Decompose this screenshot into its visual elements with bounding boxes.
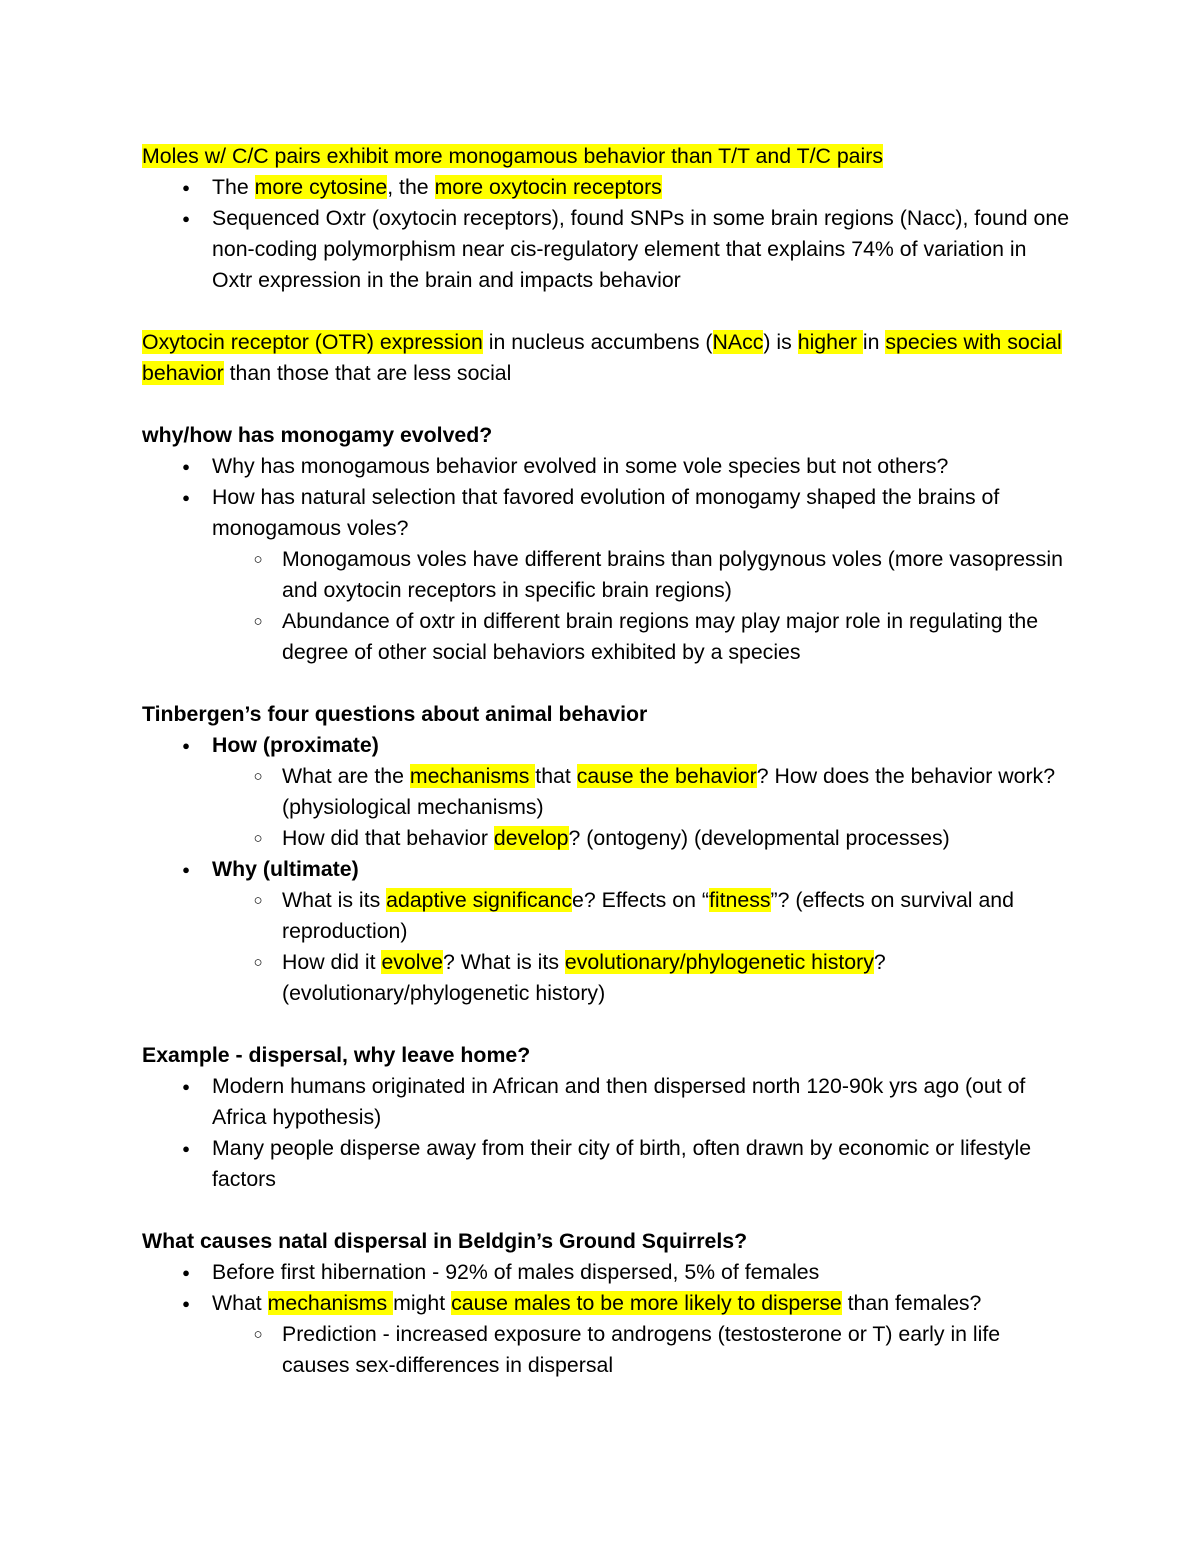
bullet-hollow-circle-icon: ○ (253, 768, 263, 785)
list-item (142, 1257, 1072, 1288)
document-body (142, 141, 1072, 1381)
sub-list-item-text (282, 885, 1072, 947)
bullet-list (142, 730, 1072, 1009)
sub-list-item (212, 606, 1072, 668)
list-item-text (212, 172, 1072, 203)
list-item-text (212, 1257, 1072, 1288)
sub-list-item (212, 885, 1072, 947)
list-item-text (212, 203, 1072, 296)
bullet-filled-circle-icon: ● (182, 180, 190, 195)
text-run: , the (387, 175, 435, 199)
text-run: Abundance of oxtr in different brain regions may play major role in regulating the degree of other social behaviors exhibited by a species (282, 609, 1039, 664)
highlighted-text: cause the behavior (576, 764, 757, 788)
sub-list-item-text (282, 823, 1072, 854)
text-run: Modern humans originated in African and then dispersed north 120-90k yrs ago (out of Africa hypothesis) (212, 1074, 1026, 1129)
bullet-filled-circle-icon: ● (182, 459, 190, 474)
text-run: ? What is its (443, 950, 565, 974)
bullet-filled-circle-icon: ● (182, 1265, 190, 1280)
paragraph (142, 141, 1072, 172)
list-item-text (212, 451, 1072, 482)
bold-text: What causes natal dispersal in Beldgin’s Ground Squirrels? (142, 1229, 748, 1253)
list-item (142, 1071, 1072, 1133)
paragraph-spacer (142, 296, 1072, 327)
sub-bullet-list (212, 544, 1072, 668)
text-run: Before first hibernation - 92% of males dispersed, 5% of females (212, 1260, 820, 1284)
bullet-filled-circle-icon: ● (182, 862, 190, 877)
bold-text: Example - dispersal, why leave home? (142, 1043, 531, 1067)
section-heading (142, 699, 1072, 730)
bullet-filled-circle-icon: ● (182, 1079, 190, 1094)
list-item (142, 1133, 1072, 1195)
text-run: might (393, 1291, 452, 1315)
text-run: ? (ontogeny) (developmental processes) (568, 826, 950, 850)
text-run: Why has monogamous behavior evolved in some vole species but not others? (212, 454, 949, 478)
bullet-hollow-circle-icon: ○ (253, 1326, 263, 1343)
text-run: What (212, 1291, 268, 1315)
text-run: How has natural selection that favored evolution of monogamy shaped the brains of monogamous voles? (212, 485, 1000, 540)
bullet-filled-circle-icon: ● (182, 738, 190, 753)
text-run: How did it (282, 950, 382, 974)
highlighted-text: mechanisms (267, 1291, 394, 1315)
text-run: that (535, 764, 577, 788)
list-item (142, 451, 1072, 482)
text-run: Monogamous voles have different brains than polygynous voles (more vasopressin and oxytocin receptors in specific brain regions) (282, 547, 1063, 602)
text-run: in (862, 330, 886, 354)
highlighted-text: more cytosine (254, 175, 388, 199)
text-run: ? How does the behavior work? (physiological mechanisms) (282, 764, 1056, 819)
bullet-hollow-circle-icon: ○ (253, 551, 263, 568)
sub-list-item-text (282, 606, 1072, 668)
paragraph-spacer (142, 1009, 1072, 1040)
list-item-text (212, 730, 1072, 761)
bold-text: why/how has monogamy evolved? (142, 423, 493, 447)
list-item (142, 1288, 1072, 1381)
highlighted-text: adaptive significanc (386, 888, 573, 912)
paragraph-spacer (142, 389, 1072, 420)
bullet-list (142, 1071, 1072, 1195)
sub-list-item (212, 823, 1072, 854)
highlighted-text: mechanisms (409, 764, 536, 788)
list-item-text (212, 854, 1072, 885)
highlighted-text: species with social behavior (142, 330, 1062, 385)
text-run: in nucleus accumbens ( (482, 330, 713, 354)
bullet-filled-circle-icon: ● (182, 1296, 190, 1311)
text-run: Sequenced Oxtr (oxytocin receptors), found SNPs in some brain regions (Nacc), found one non-coding polymorphism near cis-regulatory element that explains 74% of variation in Oxtr expression in the brain and impacts behavior (212, 206, 1070, 292)
list-item (142, 854, 1072, 1009)
list-item-text (212, 1133, 1072, 1195)
bullet-filled-circle-icon: ● (182, 1141, 190, 1156)
text-run: Many people disperse away from their city of birth, often drawn by economic or lifestyle factors (212, 1136, 1032, 1191)
bullet-hollow-circle-icon: ○ (253, 954, 263, 971)
bold-text: Why (ultimate) (212, 857, 359, 881)
text-run: ) is (763, 330, 798, 354)
sub-bullet-list (212, 885, 1072, 1009)
sub-list-item-text (282, 544, 1072, 606)
list-item (142, 203, 1072, 296)
bullet-list (142, 1257, 1072, 1381)
text-run: What are the (282, 764, 410, 788)
text-run: How did that behavior (282, 826, 494, 850)
text-run: e? Effects on “ (572, 888, 709, 912)
sub-list-item (212, 761, 1072, 823)
sub-bullet-list (212, 1319, 1072, 1381)
text-run: than those that are less social (223, 361, 512, 385)
text-run: ”? (effects on survival and reproduction) (282, 888, 1014, 943)
list-item-text (212, 1071, 1072, 1133)
highlighted-text: more oxytocin receptors (434, 175, 662, 199)
bold-text: Tinbergen’s four questions about animal behavior (142, 702, 648, 726)
bullet-list (142, 172, 1072, 296)
bullet-filled-circle-icon: ● (182, 490, 190, 505)
list-item (142, 172, 1072, 203)
sub-list-item-text (282, 1319, 1072, 1381)
list-item-text (212, 482, 1072, 544)
bullet-list (142, 451, 1072, 668)
highlighted-text: cause males to be more likely to disperse (451, 1291, 842, 1315)
sub-list-item (212, 1319, 1072, 1381)
text-run: The (212, 175, 255, 199)
sub-list-item (212, 947, 1072, 1009)
highlighted-text: higher (797, 330, 863, 354)
highlighted-text: Moles w/ C/C pairs exhibit more monogamous behavior than T/T and T/C pairs (142, 144, 883, 168)
highlighted-text: evolve (381, 950, 443, 974)
sub-list-item-text (282, 761, 1072, 823)
highlighted-text: NAcc (712, 330, 764, 354)
text-run: Prediction - increased exposure to androgens (testosterone or T) early in life causes sex-differences in dispersal (282, 1322, 1001, 1377)
bold-text: How (proximate) (212, 733, 379, 757)
list-item (142, 730, 1072, 854)
highlighted-text: fitness (708, 888, 771, 912)
paragraph-spacer (142, 1195, 1072, 1226)
section-heading (142, 1226, 1072, 1257)
text-run: ? (evolutionary/phylogenetic history) (282, 950, 886, 1005)
list-item-text (212, 1288, 1072, 1319)
bullet-filled-circle-icon: ● (182, 211, 190, 226)
highlighted-text: develop (493, 826, 569, 850)
section-heading (142, 420, 1072, 451)
bullet-hollow-circle-icon: ○ (253, 830, 263, 847)
list-item (142, 482, 1072, 668)
text-run: than females? (841, 1291, 982, 1315)
highlighted-text: evolutionary/phylogenetic history (564, 950, 874, 974)
highlighted-text: Oxytocin receptor (OTR) expression (142, 330, 483, 354)
text-run: What is its (282, 888, 387, 912)
paragraph-spacer (142, 668, 1072, 699)
sub-list-item (212, 544, 1072, 606)
sub-list-item-text (282, 947, 1072, 1009)
bullet-hollow-circle-icon: ○ (253, 892, 263, 909)
section-heading (142, 1040, 1072, 1071)
sub-bullet-list (212, 761, 1072, 854)
bullet-hollow-circle-icon: ○ (253, 613, 263, 630)
paragraph (142, 327, 1072, 389)
